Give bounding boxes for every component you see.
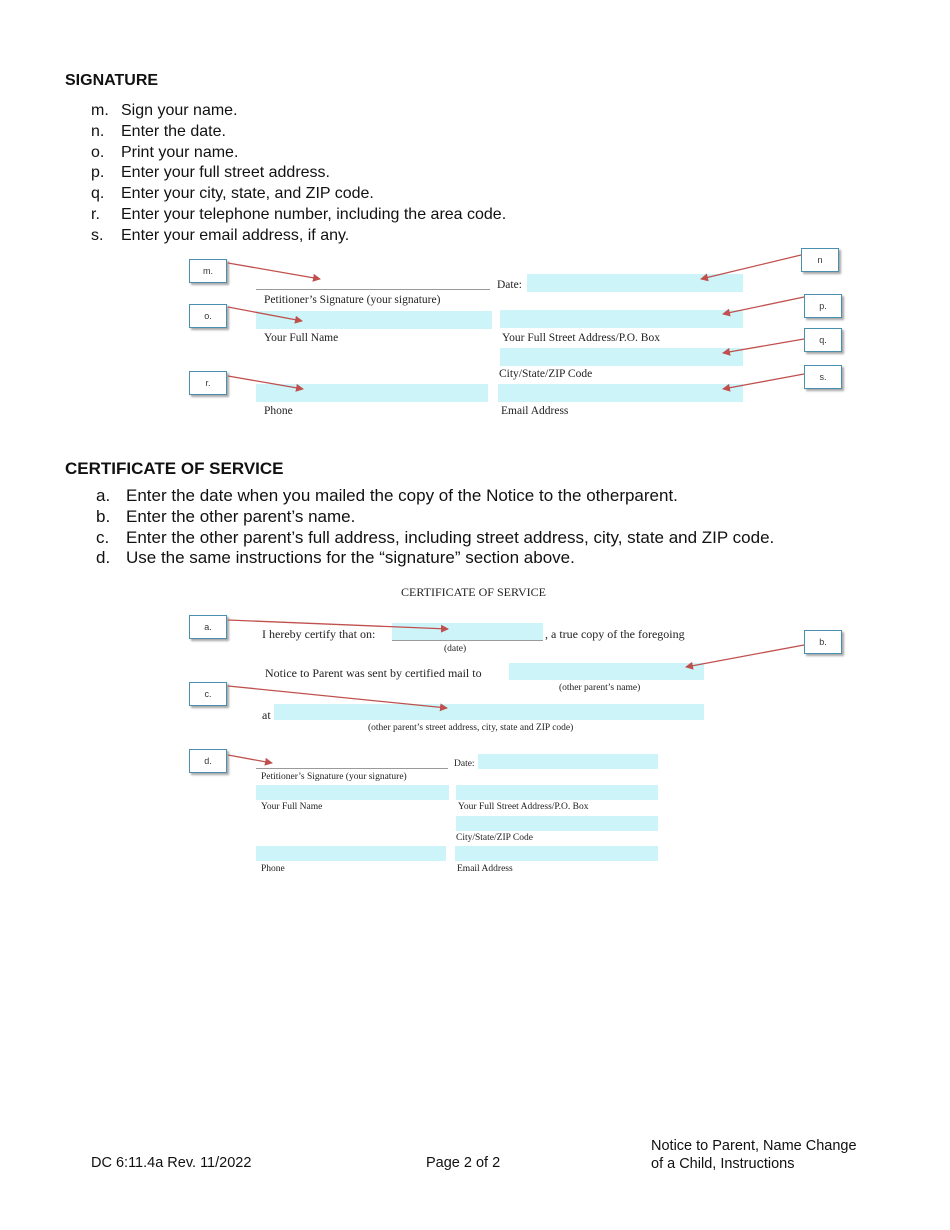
city-state-zip-field[interactable] [500, 348, 743, 366]
callout-r: r. [189, 371, 227, 395]
list-item: p. Enter your full street address. [91, 164, 330, 182]
list-item: q. Enter your city, state, and ZIP code. [91, 185, 374, 203]
cert-email-label: Email Address [457, 864, 513, 874]
mail-date-line [392, 640, 543, 641]
callout-m: m. [189, 259, 227, 283]
address-caption: (other parent’s street address, city, state and ZIP code) [368, 723, 574, 733]
callout-b: b. [804, 630, 842, 654]
cert-date-field[interactable] [478, 754, 658, 769]
callout-a: a. [189, 615, 227, 639]
street-address-field[interactable] [500, 310, 743, 328]
true-copy-text: , a true copy of the foregoing [545, 627, 685, 641]
certificate-heading: CERTIFICATE OF SERVICE [65, 459, 284, 478]
cert-full-name-label: Your Full Name [261, 802, 323, 812]
cert-signature-line [256, 768, 448, 769]
date-label: Date: [497, 279, 522, 291]
email-field[interactable] [498, 384, 743, 402]
at-text: at [262, 708, 271, 722]
cert-phone-field[interactable] [256, 846, 446, 861]
other-parent-name-field[interactable] [509, 663, 704, 680]
street-address-label: Your Full Street Address/P.O. Box [502, 332, 660, 344]
date-field[interactable] [527, 274, 743, 292]
signature-heading: SIGNATURE [65, 72, 159, 89]
list-item: m. Sign your name. [91, 102, 238, 119]
callout-n: n [801, 248, 839, 272]
list-item: c. Enter the other parent’s full address, including street address, city, state and ZIP code. [96, 527, 775, 547]
phone-field[interactable] [256, 384, 488, 402]
notice-text: Notice to Parent was sent by certified mail to [265, 666, 482, 680]
cert-email-field[interactable] [455, 846, 658, 861]
cert-full-name-field[interactable] [256, 785, 449, 800]
mail-date-field[interactable] [392, 623, 543, 640]
cert-signature-label: Petitioner’s Signature (your signature) [261, 772, 407, 782]
cert-street-address-label: Your Full Street Address/P.O. Box [458, 802, 589, 812]
date-caption: (date) [444, 644, 467, 654]
signature-instructions-list [91, 101, 506, 247]
list-item: b. Enter the other parent’s name. [96, 506, 356, 526]
email-label: Email Address [501, 405, 569, 417]
footer-form-id: DC 6:11.4a Rev. 11/2022 [91, 1155, 252, 1171]
list-item: r. Enter your telephone number, including the area code. [91, 205, 507, 223]
arrow-d [228, 755, 272, 763]
signature-line [256, 289, 490, 290]
callout-c: c. [189, 682, 227, 706]
footer-document-title: Notice to Parent, Name Change of a Child, Instructions [651, 1138, 857, 1172]
cert-phone-label: Phone [261, 864, 285, 874]
arrow-m [228, 263, 320, 279]
full-name-label: Your Full Name [264, 332, 339, 344]
certify-text: I hereby certify that on: [262, 627, 376, 641]
certificate-instructions-list [96, 486, 774, 569]
cert-city-state-zip-field[interactable] [456, 816, 658, 831]
callout-p: p. [804, 294, 842, 318]
other-parent-name-caption: (other parent’s name) [559, 683, 641, 693]
callout-o: o. [189, 304, 227, 328]
cert-date-label: Date: [454, 759, 475, 769]
cert-street-address-field[interactable] [456, 785, 658, 800]
list-item: s. Enter your email address, if any. [91, 226, 350, 244]
list-item: d. Use the same instructions for the “signature” section above. [96, 548, 575, 568]
cert-city-state-zip-label: City/State/ZIP Code [456, 833, 533, 843]
other-parent-address-field[interactable] [274, 704, 704, 720]
list-item: a. Enter the date when you mailed the copy of the Notice to the otherparent. [96, 486, 678, 505]
list-item: n. Enter the date. [91, 122, 226, 140]
callout-d: d. [189, 749, 227, 773]
phone-label: Phone [264, 405, 293, 417]
callout-s: s. [804, 365, 842, 389]
signature-label: Petitioner’s Signature (your signature) [264, 294, 441, 306]
list-item: o. Print your name. [91, 143, 239, 161]
callout-q: q. [804, 328, 842, 352]
certificate-form-title: CERTIFICATE OF SERVICE [401, 585, 546, 599]
full-name-field[interactable] [256, 311, 492, 329]
city-state-zip-label: City/State/ZIP Code [499, 368, 593, 380]
footer-page-number: Page 2 of 2 [426, 1155, 501, 1171]
